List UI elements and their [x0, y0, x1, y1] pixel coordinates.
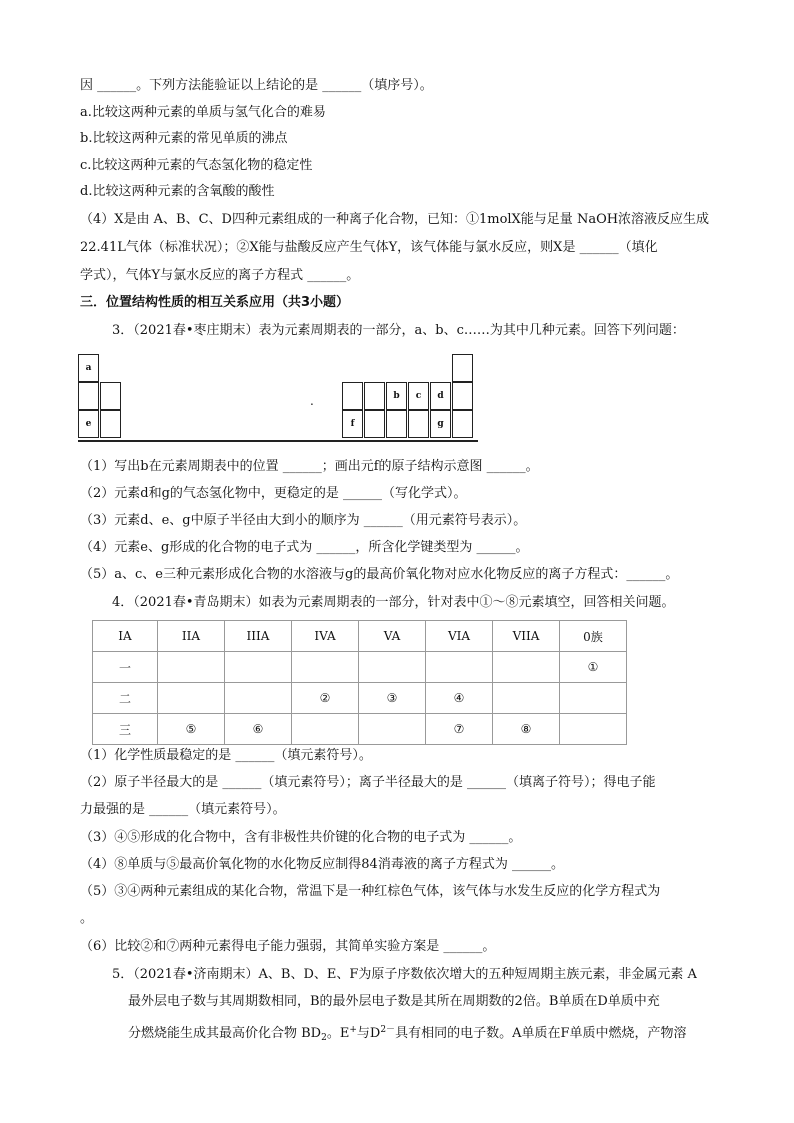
q4-sub-3: （3）④⑤形成的化合物中，含有非极性共价键的化合物的电子式为 ______。 — [80, 830, 522, 845]
q4-sub-6: （6）比较②和⑦两种元素得电子能力强弱，其简单实验方案是 ______。 — [80, 939, 496, 954]
cell-c: c — [408, 382, 429, 410]
table-cell: 三 — [93, 714, 158, 745]
q3-sub-1: （1）写出b在元素周期表中的位置 ______；画出元f的原子结构示意图 ______。 — [80, 459, 539, 474]
q2-continuation-line: 因 ______。下列方法能验证以上结论的是 ______（填序号）。 — [80, 78, 433, 93]
table-cell: ① — [560, 652, 627, 683]
cell-empty — [452, 410, 473, 438]
periodic-table-sketch — [78, 354, 478, 444]
table-cell — [225, 652, 292, 683]
table-cell — [292, 714, 359, 745]
q3-sub-4: （4）元素e、g形成的化合物的电子式为 ______，所含化学键类型为 ______。 — [80, 540, 529, 555]
option-b: b.比较这两种元素的常见单质的沸点 — [80, 131, 288, 146]
q4-sub-5b: 。 — [80, 911, 94, 926]
q4-stem: 4．（2021春•青岛期末）如表为元素周期表的一部分，针对表中①～⑧元素填空，回答相关问题。 — [112, 595, 675, 610]
q3-sub-3: （3）元素d、e、g中原子半径由大到小的顺序为 ______（用元素符号表示）。 — [80, 513, 527, 528]
q4-sub-2a: （2）原子半径最大的是 ______（填元素符号）；离子半径最大的是 ______（填离子符号）；得电子能 — [80, 775, 656, 790]
q3-sub-2: （2）元素d和g的气态氢化物中，更稳定的是 ______（写化学式）。 — [80, 486, 467, 501]
header-cell: VIA — [426, 621, 493, 652]
cell-empty — [452, 354, 473, 382]
cell-d: d — [430, 382, 451, 410]
table-row — [93, 683, 627, 714]
table-cell — [225, 683, 292, 714]
cell-b: b — [386, 382, 407, 410]
q5-line-1: 5．（2021春•济南期末）A、B、D、E、F为原子序数依次增大的五种短周期主族元素，非金属元素 A — [112, 967, 697, 982]
table-cell: ⑧ — [493, 714, 560, 745]
q5-line-3 — [128, 1021, 686, 1047]
superscript: + — [349, 1025, 357, 1035]
q4-line-3: 学式），气体Y与氯水反应的离子方程式 ______。 — [80, 268, 360, 283]
subscript: 2 — [321, 1033, 327, 1043]
cell-e: e — [78, 410, 99, 438]
cell-empty — [364, 382, 385, 410]
table-cell: ⑥ — [225, 714, 292, 745]
q4-line-2: 22.41L气体（标准状况）；②X能与盐酸反应产生气体Y，该气体能与氯水反应，则X是 ______（填化 — [80, 240, 658, 255]
q4-sub-4: （4）⑧单质与⑤最高价氧化物的水化物反应制得84消毒液的离子方程式为 ______。 — [80, 857, 564, 872]
table-cell: ④ — [426, 683, 493, 714]
table-cell: ⑤ — [158, 714, 225, 745]
cell-empty — [452, 382, 473, 410]
superscript: 2－ — [380, 1025, 396, 1035]
q5-text: 与D — [356, 1026, 381, 1041]
cell-empty — [342, 382, 363, 410]
table-cell: ③ — [359, 683, 426, 714]
table-cell — [158, 683, 225, 714]
q5-text: 。E — [326, 1026, 350, 1041]
header-cell: IIIA — [225, 621, 292, 652]
cell-a: a — [78, 354, 99, 382]
table-cell — [359, 714, 426, 745]
cell-empty — [364, 410, 385, 438]
table-cell — [359, 652, 426, 683]
table-baseline — [78, 440, 478, 442]
header-cell: VIIA — [493, 621, 560, 652]
table-cell — [560, 683, 627, 714]
q3-stem: 3．（2021春•枣庄期末）表为元素周期表的一部分，a、b、c……为其中几种元素。回答下列问题： — [112, 323, 685, 338]
header-cell: IVA — [292, 621, 359, 652]
table-row — [93, 714, 627, 745]
table-cell — [493, 683, 560, 714]
option-d: d.比较这两种元素的含氧酸的酸性 — [80, 184, 275, 199]
table-cell — [292, 652, 359, 683]
cell-empty — [100, 410, 121, 438]
header-cell: IIA — [158, 621, 225, 652]
stray-dot: . — [310, 394, 314, 408]
cell-g: g — [430, 410, 451, 438]
element-table — [92, 620, 627, 745]
q3-sub-5: （5）a、c、e三种元素形成化合物的水溶液与g的最高价氧化物对应水化物反应的离子方程式：______。 — [80, 567, 679, 582]
section-title: 三．位置结构性质的相互关系应用（共3小题） — [80, 295, 350, 310]
cell-f: f — [342, 410, 363, 438]
q4-sub-5a: （5）③④两种元素组成的某化合物，常温下是一种红棕色气体，该气体与水发生反应的化学方程式为 — [80, 884, 661, 899]
option-c: c.比较这两种元素的气态氢化物的稳定性 — [80, 158, 313, 173]
table-cell — [560, 714, 627, 745]
table-header-row — [93, 621, 627, 652]
q4-line-1: （4）X是由 A、B、C、D四种元素组成的一种离子化合物，已知：①1molX能与足量 NaOH浓溶液反应生成 — [80, 212, 710, 227]
option-a: a.比较这两种元素的单质与氢气化合的难易 — [80, 105, 326, 120]
header-cell: 0族 — [560, 621, 627, 652]
cell-empty — [78, 382, 99, 410]
q4-sub-1: （1）化学性质最稳定的是 ______（填元素符号）。 — [80, 748, 372, 763]
header-cell: IA — [93, 621, 158, 652]
table-row — [93, 652, 627, 683]
cell-empty — [386, 410, 407, 438]
cell-empty — [100, 382, 121, 410]
q5-text: 分燃烧能生成其最高价化合物 BD — [128, 1026, 322, 1041]
q5-text: 具有相同的电子数。A单质在F单质中燃烧，产物溶 — [395, 1026, 687, 1041]
table-cell — [493, 652, 560, 683]
table-cell: ⑦ — [426, 714, 493, 745]
table-cell: ② — [292, 683, 359, 714]
table-cell — [426, 652, 493, 683]
header-cell: VA — [359, 621, 426, 652]
cell-empty — [408, 410, 429, 438]
q5-line-2: 最外层电子数与其周期数相同，B的最外层电子数是其所在周期数的2倍。B单质在D单质中充 — [128, 994, 660, 1009]
table-cell: 一 — [93, 652, 158, 683]
table-cell — [158, 652, 225, 683]
table-cell: 二 — [93, 683, 158, 714]
q4-sub-2b: 力最强的是 ______（填元素符号）。 — [80, 802, 286, 817]
